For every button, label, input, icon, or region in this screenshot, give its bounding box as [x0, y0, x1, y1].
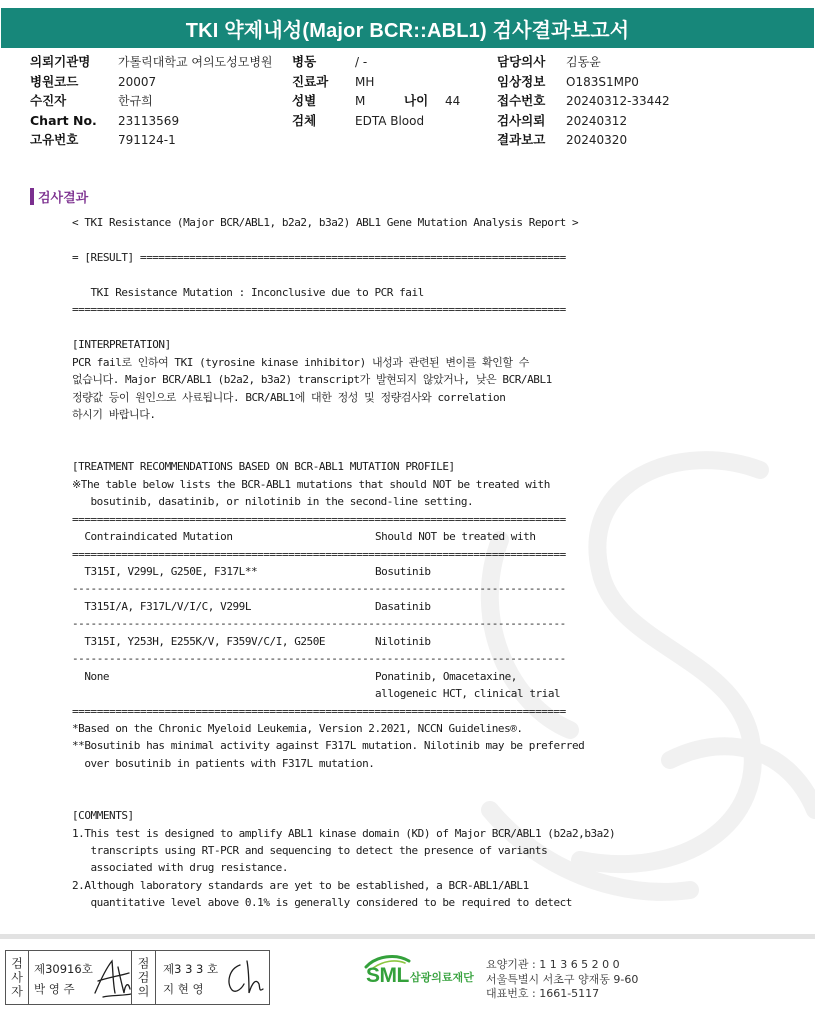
column-header-drug: Should NOT be treated with [375, 530, 536, 544]
footnote: over bosutinib in patients with F317L mutation. [84, 756, 375, 770]
single-rule: -------------------------------------------------------------------------------- [72, 617, 566, 631]
unique-no-label: 고유번호 [30, 132, 79, 148]
reviewer-signature [222, 957, 264, 999]
reviewer-license: 제3 3 3 호 [163, 962, 219, 976]
organization-name: 삼광의료재단 [410, 971, 474, 984]
double-rule: ================================================================================ [72, 704, 566, 718]
reviewer-cell [156, 951, 269, 1004]
treatment-note-line: ※The table below lists the BCR-ABL1 mutations that should NOT be treated with [72, 477, 550, 491]
interpretation-line: 하시기 바랍니다. [72, 408, 156, 422]
sex-value: M [355, 94, 366, 109]
doctor-value: 김동윤 [566, 55, 601, 69]
single-rule: -------------------------------------------------------------------------------- [72, 582, 566, 596]
report-title: TKI 약제내성(Major BCR::ABL1) 검사결과보고서 [185, 19, 630, 42]
table-row [72, 563, 792, 580]
sex-label: 성별 [292, 93, 317, 109]
interpretation-line: 없습니다. Major BCR/ABL1 (b2a2, b3a2) transcript가 발현되지 않았거나, 낮은 BCR/ABL1 [72, 373, 552, 387]
footer-divider [0, 934, 815, 939]
double-rule: ================================================================================ [72, 512, 566, 526]
specimen-value: EDTA Blood [355, 113, 425, 128]
reviewer-name: 지 현 영 [163, 982, 204, 996]
hospital-code-value: 20007 [118, 74, 157, 89]
report-header-bar [1, 8, 814, 48]
footnote: **Bosutinib has minimal activity against F317L mutation. Nilotinib may be preferred [72, 739, 585, 753]
comment-line: quantitative level above 0.1% is generally considered to be required to detect [90, 896, 572, 910]
report-date-label: 결과보고 [497, 132, 546, 148]
reviewer-label: 점검의 [136, 956, 150, 999]
organization-phone: 대표번호 : 1661-5117 [486, 987, 600, 1000]
department-label: 진료과 [292, 73, 329, 89]
footnote: *Based on the Chronic Myeloid Leukemia, Version 2.2021, NCCN Guidelines®. [72, 721, 523, 735]
ward-label: 병동 [292, 54, 317, 69]
drug-cell [375, 633, 431, 650]
institution-label: 의뢰기관명 [30, 54, 91, 69]
drug-cell [375, 563, 431, 580]
drug-cell [375, 598, 431, 615]
table-row [72, 633, 792, 650]
patient-label: 수진자 [30, 93, 67, 109]
result-header: = [RESULT] ===================================================================== [72, 251, 566, 265]
ward-value: / - [355, 55, 368, 69]
interpretation-heading: [INTERPRETATION] [72, 338, 171, 352]
comments-heading: [COMMENTS] [72, 809, 134, 823]
section-marker [30, 188, 34, 205]
info-row [0, 130, 815, 150]
drug-cell-line: Nilotinib [375, 634, 431, 648]
mutation-cell: None [84, 669, 110, 683]
organization-address: 서울특별시 서초구 양재동 9-60 [486, 973, 639, 986]
info-row [0, 111, 815, 131]
single-rule: -------------------------------------------------------------------------------- [72, 652, 566, 666]
interpretation-line: PCR fail로 인하여 TKI (tyrosine kinase inhibitor) 내성과 관련된 변이를 확인할 수 [72, 355, 529, 369]
specimen-label: 검체 [292, 112, 317, 128]
clinical-info-label: 임상정보 [497, 73, 546, 89]
unique-no-value: 791124-1 [118, 133, 176, 148]
mutation-cell: T315I, V299L, G250E, F317L** [84, 565, 258, 579]
comment-line: transcripts using RT-PCR and sequencing to detect the presence of variants [90, 844, 548, 858]
examiner-label: 검사자 [9, 956, 24, 999]
patient-value: 한규희 [118, 94, 153, 109]
examiner-name: 박 영 주 [34, 982, 75, 996]
age-value: 44 [445, 94, 461, 109]
info-row [0, 52, 815, 72]
double-rule: ================================================================================ [72, 303, 566, 317]
report-body [72, 214, 792, 912]
drug-cell [375, 668, 560, 703]
drug-cell-line: Bosutinib [375, 565, 431, 579]
section-title [30, 187, 88, 205]
table-row [72, 668, 792, 703]
institution-value: 가톨릭대학교 여의도성모병원 [118, 55, 273, 69]
interpretation-line: 정량값 등이 원인으로 사료됩니다. BCR/ABL1에 대한 정성 및 정량검사와 correlation [72, 390, 506, 404]
double-rule: ================================================================================ [72, 547, 566, 561]
mutation-cell: T315I, Y253H, E255K/V, F359V/C/I, G250E [84, 634, 326, 648]
doctor-label: 담당의사 [497, 54, 546, 69]
examiner-signature [91, 957, 133, 999]
treatment-heading: [TREATMENT RECOMMENDATIONS BASED ON BCR-ABL1 MUTATION PROFILE] [72, 460, 455, 474]
drug-cell-line: Dasatinib [375, 599, 431, 613]
department-value: MH [355, 74, 375, 89]
request-date-label: 검사의뢰 [497, 112, 546, 128]
hospital-code-label: 병원코드 [30, 73, 79, 89]
comment-line: 2.Although laboratory standards are yet to be established, a BCR-ABL1/ABL1 [72, 878, 529, 892]
age-label: 나이 [404, 93, 429, 109]
section-title-text: 검사결과 [38, 190, 89, 206]
examiner-license: 제30916호 [34, 962, 93, 976]
drug-cell-line: Ponatinib, Omacetaxine, [375, 669, 517, 683]
info-row [0, 91, 815, 111]
comment-line: associated with drug resistance. [90, 861, 289, 875]
accession-value: 20240312-33442 [566, 94, 670, 109]
treatment-note-line: bosutinib, dasatinib, or nilotinib in the second-line setting. [90, 495, 474, 509]
logo-mark: SML [366, 964, 409, 987]
mutation-cell: T315I/A, F317L/V/I/C, V299L [84, 599, 252, 613]
table-header-row [72, 528, 792, 545]
drug-cell-line: allogeneic HCT, clinical trial [375, 687, 561, 701]
chart-no-value: 23113569 [118, 113, 180, 128]
reviewer-label-cell [131, 951, 156, 1004]
organization-code: 요양기관 : 1 1 3 6 5 2 0 0 [486, 958, 620, 971]
result-line: TKI Resistance Mutation : Inconclusive due to PCR fail [90, 286, 424, 300]
examiner-cell [29, 951, 131, 1004]
column-header-mutation: Contraindicated Mutation [84, 530, 233, 544]
chart-no-label: Chart No. [30, 112, 97, 128]
clinical-info-value: O183S1MP0 [566, 74, 639, 89]
report-date-value: 20240320 [566, 133, 628, 148]
table-row [72, 598, 792, 615]
accession-label: 접수번호 [497, 93, 546, 109]
comment-line: 1.This test is designed to amplify ABL1 kinase domain (KD) of Major BCR/ABL1 (b2a2,b3a2) [72, 826, 616, 840]
request-date-value: 20240312 [566, 113, 628, 128]
signature-box [5, 950, 270, 1005]
examiner-label-cell [6, 951, 29, 1004]
report-heading: < TKI Resistance (Major BCR/ABL1, b2a2, b3a2) ABL1 Gene Mutation Analysis Report > [72, 216, 579, 230]
info-row [0, 72, 815, 92]
